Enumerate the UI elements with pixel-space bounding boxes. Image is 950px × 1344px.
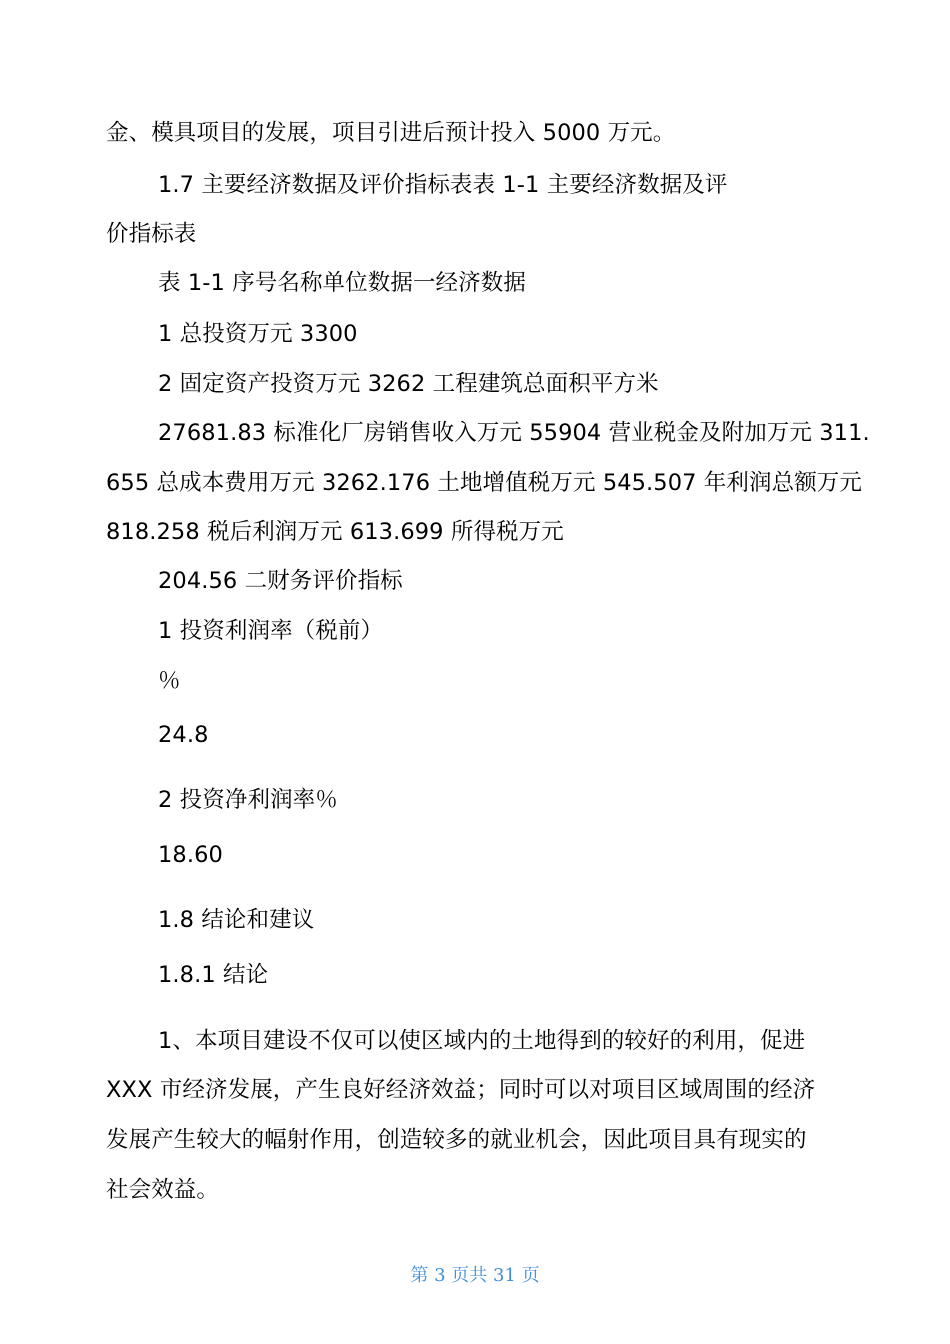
table-row-profit-rate-unit: ％ — [158, 668, 181, 694]
table-row-total-investment: 1 总投资万元 3300 — [158, 321, 358, 347]
table-row-profit-rate-value: 24.8 — [158, 722, 209, 748]
conclusion-paragraph-line-1: 1、本项目建设不仅可以使区域内的土地得到的较好的利用，促进 — [158, 1028, 806, 1054]
table-row-net-profit-rate-label: 2 投资净利润率％ — [158, 787, 338, 813]
conclusion-paragraph-line-4: 社会效益。 — [106, 1177, 220, 1203]
table-row-net-profit-rate-value: 18.60 — [158, 842, 223, 868]
section-heading-1-7: 1.7 主要经济数据及评价指标表表 1-1 主要经济数据及评 — [158, 172, 728, 198]
section-heading-1-8-1: 1.8.1 结论 — [158, 962, 269, 988]
section-heading-1-8: 1.8 结论和建议 — [158, 907, 315, 933]
table-caption: 表 1-1 序号名称单位数据一经济数据 — [158, 270, 526, 296]
conclusion-paragraph-line-2: XXX 市经济发展，产生良好经济效益；同时可以对项目区域周围的经济 — [106, 1077, 816, 1103]
table-row-revenue: 27681.83 标准化厂房销售收入万元 55904 营业税金及附加万元 311. — [158, 420, 870, 446]
page-number-footer: 第 3 页共 31 页 — [410, 1265, 540, 1286]
conclusion-paragraph-line-3: 发展产生较大的幅射作用，创造较多的就业机会，因此项目具有现实的 — [106, 1127, 807, 1153]
table-row-profit: 818.258 税后利润万元 613.699 所得税万元 — [106, 519, 564, 545]
table-row-costs: 655 总成本费用万元 3262.176 土地增值税万元 545.507 年利润总额万元 — [106, 470, 863, 496]
table-row-profit-rate-label: 1 投资利润率（税前） — [158, 618, 384, 644]
table-row-fixed-assets: 2 固定资产投资万元 3262 工程建筑总面积平方米 — [158, 371, 659, 397]
table-row-financial-heading: 204.56 二财务评价指标 — [158, 568, 403, 594]
paragraph-line-investment: 金、模具项目的发展，项目引进后预计投入 5000 万元。 — [106, 120, 676, 146]
section-heading-1-7-continued: 价指标表 — [106, 221, 197, 247]
